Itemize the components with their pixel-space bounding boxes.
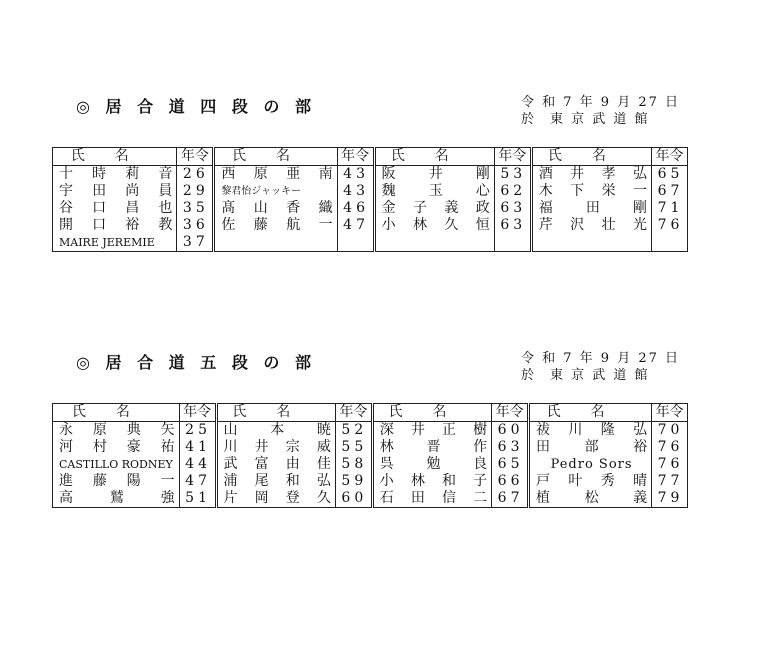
name-cell	[214, 217, 337, 234]
venue-prefix: 於	[520, 368, 536, 383]
name-text: 進 藤 陽 一	[59, 473, 175, 489]
age-cell	[337, 234, 374, 252]
name-text: 小 林 和 子	[379, 473, 488, 489]
section-meta	[521, 350, 680, 384]
name-cell	[531, 183, 651, 200]
name-text: 祓 川 隆 弘	[536, 422, 648, 438]
age-cell: 67	[652, 183, 688, 200]
name-text: 谷 口 昌 也	[59, 200, 173, 216]
roster-table	[52, 147, 688, 252]
name-text: 林 晋 作	[379, 439, 488, 455]
name-text: 田 部 裕	[536, 439, 648, 455]
name-cell	[53, 456, 180, 473]
date-label: 令 和 7 年 9 月 27 日	[520, 95, 680, 110]
name-text: 浦 尾 和 弘	[223, 473, 331, 489]
table-row	[53, 166, 688, 184]
header-row	[53, 404, 688, 422]
name-cell	[372, 473, 491, 490]
name-cell	[372, 456, 491, 473]
name-cell	[529, 490, 652, 508]
name-cell	[53, 473, 180, 490]
date-label: 令 和 7 年 9 月 27 日	[520, 351, 680, 366]
age-cell: 77	[652, 473, 688, 490]
name-cell	[531, 200, 651, 217]
age-cell: 43	[337, 166, 374, 184]
name-text: 植 松 義	[536, 490, 648, 506]
name-cell	[214, 183, 337, 200]
table-row	[53, 217, 688, 234]
age-cell: 46	[337, 200, 374, 217]
name-text: 高 鷲 強	[59, 490, 175, 506]
age-cell: 66	[492, 473, 529, 490]
age-cell: 59	[335, 473, 372, 490]
header-age: 年令	[652, 404, 688, 422]
name-cell	[53, 166, 177, 184]
age-cell: 55	[335, 439, 372, 456]
name-cell	[529, 422, 652, 440]
name-cell	[531, 217, 651, 234]
name-cell	[372, 439, 491, 456]
name-text: Pedro Sors	[550, 457, 633, 472]
age-cell: 58	[335, 456, 372, 473]
name-text: 呉 勉 良	[379, 456, 488, 472]
age-cell: 76	[652, 456, 688, 473]
name-cell	[529, 473, 652, 490]
section-title: ◎ 居 合 道 五 段 の 部	[76, 353, 316, 372]
name-cell	[372, 490, 491, 508]
name-cell	[372, 422, 491, 440]
age-cell: 44	[179, 456, 216, 473]
name-text: 片 岡 登 久	[223, 490, 331, 506]
age-cell: 70	[652, 422, 688, 440]
name-cell	[216, 439, 335, 456]
name-cell	[53, 200, 177, 217]
header-age: 年令	[177, 148, 214, 166]
name-text: 小 林 久 恒	[381, 217, 490, 233]
header-age: 年令	[652, 148, 688, 166]
name-cell	[214, 166, 337, 184]
age-cell: 29	[177, 183, 214, 200]
roster-table	[52, 403, 688, 508]
name-cell	[216, 473, 335, 490]
name-text: 佐 藤 航 一	[221, 217, 333, 233]
table-row	[53, 234, 688, 252]
name-cell	[216, 422, 335, 440]
name-text: 木 下 栄 一	[538, 183, 647, 199]
venue-name: 東 京 武 道 館	[550, 368, 650, 383]
age-cell: 60	[492, 422, 529, 440]
table-row	[53, 439, 688, 456]
name-cell	[529, 439, 652, 456]
age-cell: 65	[492, 456, 529, 473]
name-cell	[53, 422, 180, 440]
name-text: 酒 井 孝 弘	[538, 166, 647, 182]
age-cell: 41	[179, 439, 216, 456]
table-row	[53, 422, 688, 440]
name-text: 開 口 裕 教	[59, 217, 173, 233]
header-name: 氏名	[53, 404, 180, 422]
age-cell: 51	[179, 490, 216, 508]
header-name: 氏名	[531, 148, 651, 166]
name-text: CASTILLO RODNEY	[59, 458, 173, 471]
header-age: 年令	[492, 404, 529, 422]
age-cell: 47	[179, 473, 216, 490]
age-cell: 53	[494, 166, 531, 184]
name-cell	[531, 166, 651, 184]
age-cell: 63	[494, 217, 531, 234]
age-cell: 60	[335, 490, 372, 508]
age-cell: 43	[337, 183, 374, 200]
table-row	[53, 200, 688, 217]
name-cell	[53, 490, 180, 508]
table-row	[53, 183, 688, 200]
table-row	[53, 456, 688, 473]
name-cell	[53, 439, 180, 456]
age-cell: 62	[494, 183, 531, 200]
header-age: 年令	[337, 148, 374, 166]
name-cell	[216, 456, 335, 473]
age-cell	[494, 234, 531, 252]
name-text: 宇 田 尚 員	[59, 183, 173, 199]
name-text: 永 原 典 矢	[59, 422, 175, 438]
age-cell: 52	[335, 422, 372, 440]
age-cell: 71	[652, 200, 688, 217]
age-cell: 76	[652, 217, 688, 234]
section-title: ◎ 居 合 道 四 段 の 部	[76, 97, 316, 116]
age-cell: 65	[652, 166, 688, 184]
header-name: 氏名	[216, 404, 335, 422]
header-age: 年令	[179, 404, 216, 422]
name-text: 黎君怡ジャッキー	[221, 186, 302, 197]
name-cell	[529, 456, 652, 473]
header-row	[53, 148, 688, 166]
name-text: 川 井 宗 威	[223, 439, 331, 455]
age-cell: 37	[177, 234, 214, 252]
age-cell: 35	[177, 200, 214, 217]
name-text: 石 田 信 二	[379, 490, 488, 506]
name-text: 山 本 暁	[223, 422, 331, 438]
name-text: MAIRE JEREMIE	[59, 236, 155, 249]
name-cell	[214, 234, 337, 252]
section-meta	[521, 94, 680, 128]
header-name: 氏名	[214, 148, 337, 166]
name-text: 金 子 義 政	[381, 200, 490, 216]
name-text: 戸 叶 秀 晴	[536, 473, 648, 489]
venue-label	[521, 367, 680, 384]
name-text: 十 時 莉 音	[59, 166, 173, 182]
name-text: 阪 井 剛	[381, 166, 490, 182]
header-name: 氏名	[53, 148, 177, 166]
age-cell: 47	[337, 217, 374, 234]
name-text: 河 村 豪 祐	[59, 439, 175, 455]
name-text: 髙 山 香 織	[221, 200, 333, 216]
name-cell	[374, 200, 494, 217]
name-text: 芹 沢 壮 光	[538, 217, 647, 233]
name-cell	[214, 200, 337, 217]
age-cell: 76	[652, 439, 688, 456]
table-row	[53, 490, 688, 508]
name-cell	[374, 183, 494, 200]
header-name: 氏名	[374, 148, 494, 166]
name-text: 魏 玉 心	[381, 183, 490, 199]
header-age: 年令	[335, 404, 372, 422]
name-cell	[53, 217, 177, 234]
age-cell: 79	[652, 490, 688, 508]
name-cell	[53, 234, 177, 252]
name-cell	[374, 166, 494, 184]
name-cell	[216, 490, 335, 508]
venue-name: 東 京 武 道 館	[550, 112, 650, 127]
header-age: 年令	[494, 148, 531, 166]
age-cell: 63	[494, 200, 531, 217]
age-cell: 67	[492, 490, 529, 508]
header-name: 氏名	[372, 404, 491, 422]
name-cell	[374, 217, 494, 234]
age-cell: 63	[492, 439, 529, 456]
name-cell	[53, 183, 177, 200]
venue-label	[521, 111, 680, 128]
name-text: 深 井 正 樹	[379, 422, 488, 438]
header-name: 氏名	[529, 404, 652, 422]
table-row	[53, 473, 688, 490]
age-cell: 26	[177, 166, 214, 184]
name-cell	[531, 234, 651, 252]
name-cell	[374, 234, 494, 252]
age-cell: 25	[179, 422, 216, 440]
name-text: 福 田 剛	[538, 200, 647, 216]
venue-prefix: 於	[520, 112, 536, 127]
age-cell	[652, 234, 688, 252]
age-cell: 36	[177, 217, 214, 234]
name-text: 西 原 亜 南	[221, 166, 333, 182]
name-text: 武 富 由 佳	[223, 456, 331, 472]
